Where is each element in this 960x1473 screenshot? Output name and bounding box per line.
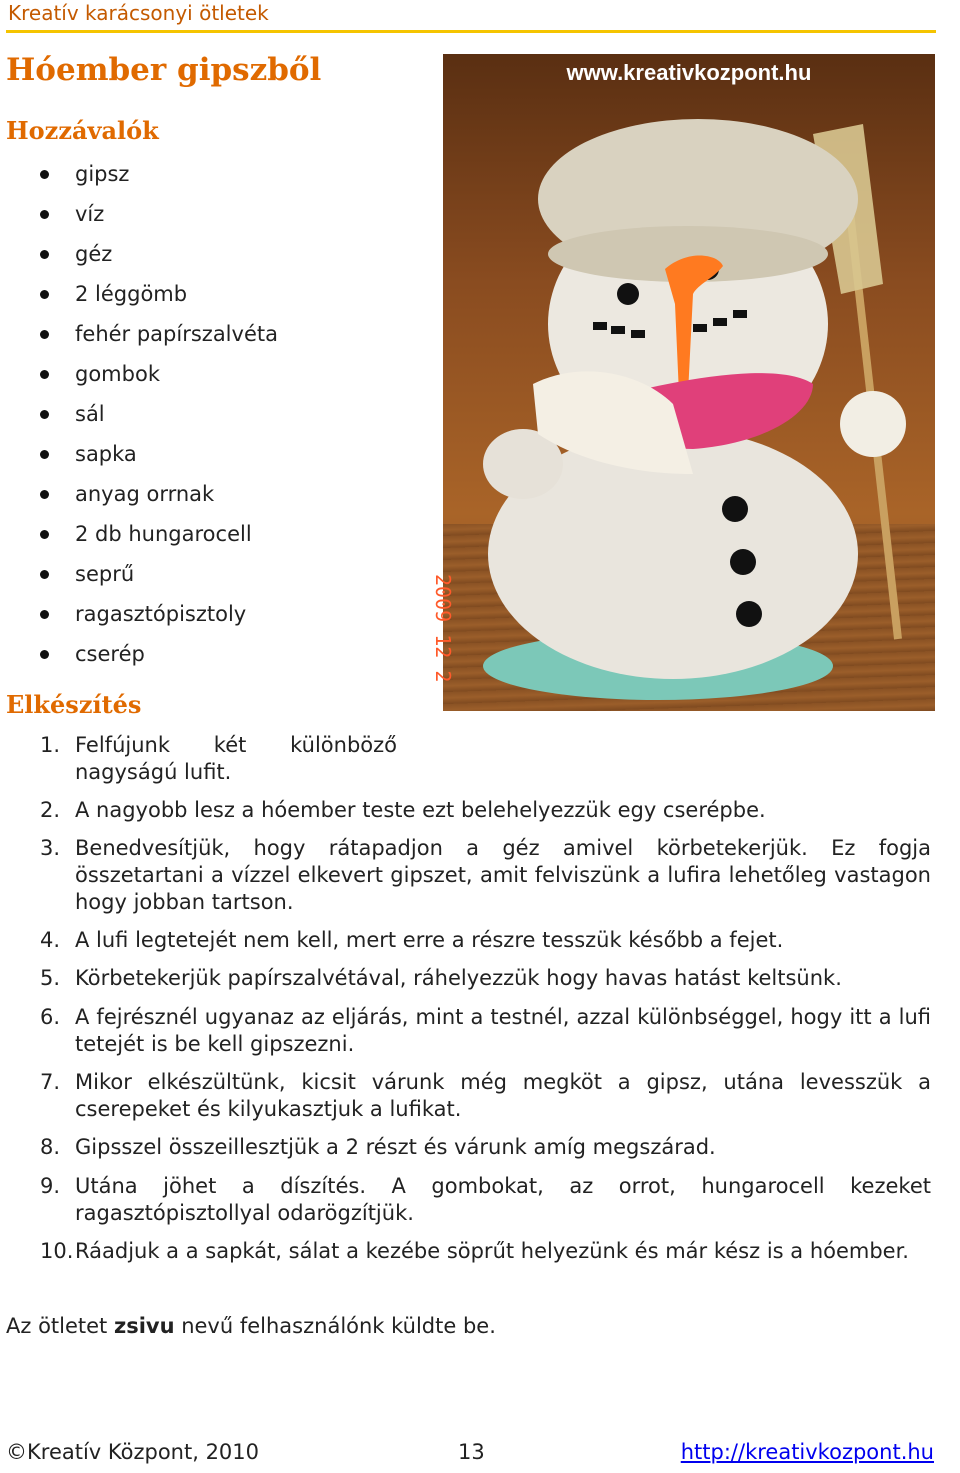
step-text: Ráadjuk a a sapkát, sálat a kezébe söprűt helyezünk és már kész is a hóember. xyxy=(75,1239,909,1263)
step-number: 3. xyxy=(40,836,61,860)
mouth-piece xyxy=(593,322,607,330)
credit-before: Az ötletet xyxy=(6,1314,114,1338)
mouth-piece xyxy=(733,310,747,318)
step-text: A lufi legtetejét nem kell, mert erre a részre tesszük később a fejet. xyxy=(75,928,784,952)
step-text: A nagyobb lesz a hóember teste ezt belehelyezzük egy cserépbe. xyxy=(75,798,766,822)
step-number: 1. xyxy=(40,733,61,757)
footer-copyright: ©Kreatív Központ, 2010 xyxy=(6,1440,260,1464)
credit-username: zsivu xyxy=(113,1314,175,1338)
page-header xyxy=(6,0,936,33)
step-text: A fejrésznél ugyanaz az eljárás, mint a testnél, azzal különbséggel, hogy itt a lufi tetejét is be kell gipszezni. xyxy=(75,1005,931,1056)
mouth-piece xyxy=(713,318,727,326)
page-number: 13 xyxy=(458,1440,485,1464)
photo-watermark: www.kreativkozpont.hu xyxy=(566,60,812,85)
mouth-piece xyxy=(631,330,645,338)
step-text: Benedvesítjük, hogy rátapadjon a géz amivel körbetekerjük. Ez fogja összetartani a vízzel elkevert gipszet, amit felviszünk a lufira lehetőleg vastagon hogy jobban tartson. xyxy=(75,836,931,914)
ingredients-list xyxy=(0,154,420,674)
footer-website-link[interactable]: http://kreativkozpont.hu xyxy=(680,1440,934,1464)
list-item: anyag orrnak xyxy=(0,474,420,514)
step-number: 5. xyxy=(40,966,61,990)
method-heading: Elkészítés xyxy=(6,690,142,719)
step-text: Felfújunk két különböző nagyságú lufit. xyxy=(75,733,397,784)
list-item: fehér papírszalvéta xyxy=(0,314,420,354)
credit-line xyxy=(6,1314,496,1338)
body-button xyxy=(736,601,762,627)
step-text: Gipsszel összeillesztjük a 2 részt és várunk amíg megszárad. xyxy=(75,1135,716,1159)
list-item: ragasztópisztoly xyxy=(0,594,420,634)
header-title: Kreatív karácsonyi ötletek xyxy=(8,1,269,25)
credit-after: nevű felhasználónk küldte be. xyxy=(174,1314,496,1338)
step-number: 4. xyxy=(40,928,61,952)
list-item: sapka xyxy=(0,434,420,474)
page-footer xyxy=(6,1436,936,1470)
body-button xyxy=(722,496,748,522)
step-number: 2. xyxy=(40,798,61,822)
list-item: víz xyxy=(0,194,420,234)
snowman-photo xyxy=(431,54,935,711)
list-item: 2 léggömb xyxy=(0,274,420,314)
step-number: 7. xyxy=(40,1070,61,1094)
page-title: Hóember gipszből xyxy=(6,52,322,88)
list-item: cserép xyxy=(0,634,420,674)
list-item: 2 db hungarocell xyxy=(0,514,420,554)
mouth-piece xyxy=(693,324,707,332)
list-item: sál xyxy=(0,394,420,434)
photo-datestamp: 2009 12 2 xyxy=(431,574,455,683)
step-number: 10. xyxy=(40,1239,74,1263)
list-item: géz xyxy=(0,234,420,274)
left-eye xyxy=(617,283,639,305)
list-item: seprű xyxy=(0,554,420,594)
step-text: Mikor elkészültünk, kicsit várunk még megköt a gipsz, utána levesszük a cserepeket és kilyukasztjuk a lufikat. xyxy=(75,1070,931,1121)
right-arm-ball xyxy=(840,391,906,457)
mouth-piece xyxy=(611,326,625,334)
list-item: gombok xyxy=(0,354,420,394)
step-text: Utána jöhet a díszítés. A gombokat, az orrot, hungarocell kezeket ragasztópisztollyal odarögzítjük. xyxy=(75,1174,931,1225)
step-text: Körbetekerjük papírszalvétával, ráhelyezzük hogy havas hatást keltsünk. xyxy=(75,966,842,990)
ingredients-heading: Hozzávalók xyxy=(6,116,159,145)
list-item: gipsz xyxy=(0,154,420,194)
body-button xyxy=(730,549,756,575)
snowman-illustration xyxy=(443,54,935,711)
step-number: 8. xyxy=(40,1135,61,1159)
step-number: 9. xyxy=(40,1174,61,1198)
step-number: 6. xyxy=(40,1005,61,1029)
